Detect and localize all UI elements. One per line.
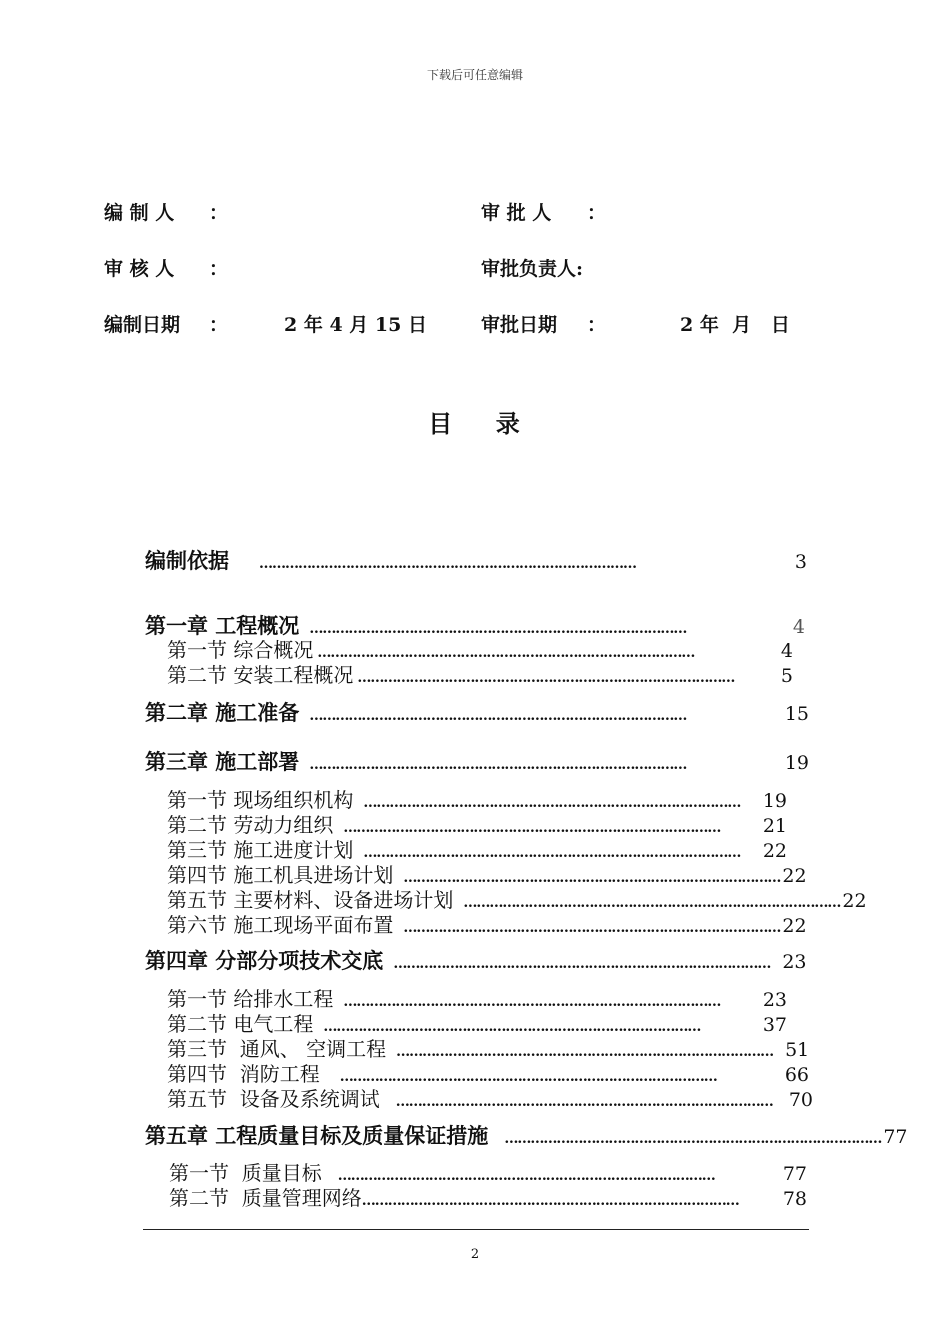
toc-entry-label: 第五节 设备及系统调试 — [167, 1087, 380, 1111]
toc-leader-dots: …………………………………………………………………………… — [395, 1094, 773, 1110]
toc-leader-dots: …………………………………………………………………………… — [343, 994, 721, 1010]
toc-entry-label: 第一节 质量目标 — [169, 1161, 322, 1185]
toc-leader-dots: …………………………………………………………………………… — [317, 645, 695, 661]
toc-entry-label: 第四节 施工机具进场计划 — [167, 863, 394, 887]
toc-entry-page: 22 — [782, 915, 807, 937]
toc-leader-dots: …………………………………………………………………………… — [403, 920, 781, 936]
toc-entry-page: 22 — [782, 865, 807, 887]
toc-entry-label: 第二节 安装工程概况 — [167, 663, 354, 687]
toc-entry-label: 第二节 质量管理网络 — [169, 1186, 362, 1210]
toc-entry-label: 第三节 施工进度计划 — [167, 838, 354, 862]
toc-entry-label: 第二节 电气工程 — [167, 1012, 314, 1036]
toc-entry-label: 第四章 分部分项技术交底 — [145, 948, 384, 973]
toc-entry-label: 第五章 工程质量目标及质量保证措施 — [145, 1123, 489, 1148]
toc-entry[interactable] — [167, 909, 807, 938]
toc-entry-page: 4 — [780, 640, 793, 662]
toc-entry-page: 37 — [762, 1014, 787, 1036]
toc-leader-dots: …………………………………………………………………………… — [363, 845, 741, 861]
compiler-label: 编 制 人 — [104, 202, 175, 224]
toc-entry[interactable] — [145, 697, 809, 727]
toc-leader-dots: …………………………………………………………………………… — [403, 870, 781, 886]
toc-entry[interactable] — [145, 545, 807, 575]
toc-leader-dots: …………………………………………………………………………… — [339, 1069, 717, 1085]
toc-entry-page: 4 — [792, 616, 805, 638]
toc-leader-dots: …………………………………………………………………………… — [309, 757, 687, 773]
toc-leader-dots: …………………………………………………………………………… — [337, 1168, 715, 1184]
footer-divider — [143, 1229, 809, 1230]
compile-date-label: 编制日期 — [104, 314, 181, 336]
toc-entry-label: 编制依据 — [145, 548, 229, 573]
toc-entry[interactable] — [167, 659, 793, 688]
toc-entry-label: 第一节 综合概况 — [167, 638, 314, 662]
approve-date-value: 2 年 月 日 — [680, 314, 790, 336]
toc-entry-page: 77 — [782, 1163, 807, 1185]
toc-leader-dots: …………………………………………………………………………… — [393, 956, 771, 972]
toc-entry-page: 70 — [788, 1089, 813, 1111]
compiler-colon: ： — [209, 202, 229, 224]
toc-entry-label: 第二章 施工准备 — [145, 700, 300, 725]
toc-entry-label: 第四节 消防工程 — [167, 1062, 320, 1086]
toc-entry-label: 第二节 劳动力组织 — [167, 813, 334, 837]
toc-entry-label: 第三节 通风、 空调工程 — [167, 1037, 387, 1061]
toc-entry-page: 5 — [780, 665, 793, 687]
toc-entry-label: 第一节 现场组织机构 — [167, 788, 354, 812]
toc-entry-label: 第三章 施工部署 — [145, 749, 300, 774]
toc-leader-dots: …………………………………………………………………………… — [259, 556, 636, 572]
toc-title: 目 录 — [428, 409, 522, 438]
toc-leader-dots: …………………………………………………………………………… — [357, 670, 735, 686]
toc-leader-dots: …………………………………………………………………………… — [343, 820, 721, 836]
page-number: 2 — [470, 1247, 480, 1262]
toc-leader-dots: …………………………………………………………………………… — [361, 1193, 739, 1209]
toc-entry[interactable] — [145, 945, 807, 975]
compile-date-colon: ： — [209, 314, 229, 336]
toc-entry-page: 15 — [784, 703, 809, 725]
compile-date-value: 2 年 4 月 15 日 — [284, 314, 427, 336]
toc-leader-dots: …………………………………………………………………………… — [396, 1044, 774, 1060]
toc-entry-page: 23 — [782, 951, 807, 973]
reviewer-colon: ： — [209, 258, 229, 280]
approve-date-label: 审批日期 — [481, 314, 558, 336]
toc-entry-label: 第五节 主要材料、设备进场计划 — [167, 888, 454, 912]
toc-leader-dots: …………………………………………………………………………… — [323, 1019, 701, 1035]
approver-label: 审 批 人 — [481, 202, 552, 224]
toc-entry-label: 第一节 给排水工程 — [167, 987, 334, 1011]
toc-entry-page: 78 — [782, 1188, 807, 1210]
approve-date-colon: ： — [587, 314, 607, 336]
toc-leader-dots: …………………………………………………………………………… — [463, 895, 841, 911]
toc-leader-dots: …………………………………………………………………………… — [309, 708, 687, 724]
toc-entry[interactable] — [145, 1120, 908, 1150]
approver-colon: ： — [587, 202, 607, 224]
toc-entry-page: 77 — [883, 1126, 908, 1148]
toc-entry-page: 3 — [794, 551, 807, 573]
toc-entry[interactable] — [169, 1182, 807, 1211]
toc-leader-dots: …………………………………………………………………………… — [309, 621, 687, 637]
toc-entry-page: 19 — [762, 790, 787, 812]
header-note: 下载后可任意编辑 — [426, 68, 523, 82]
toc-entry-page: 21 — [762, 815, 787, 837]
toc-entry-page: 23 — [762, 989, 787, 1011]
approval-owner-label: 审批负责人: — [481, 258, 584, 280]
toc-entry[interactable] — [167, 1083, 813, 1112]
reviewer-label: 审 核 人 — [104, 258, 175, 280]
toc-leader-dots: …………………………………………………………………………… — [363, 795, 741, 811]
toc-leader-dots: …………………………………………………………………………… — [504, 1131, 882, 1147]
toc-entry-page: 22 — [842, 890, 867, 912]
toc-entry-page: 19 — [784, 752, 809, 774]
toc-entry-page: 22 — [762, 840, 787, 862]
toc-entry-page: 51 — [785, 1039, 810, 1061]
toc-entry-page: 66 — [784, 1064, 809, 1086]
toc-entry-label: 第一章 工程概况 — [145, 613, 300, 638]
toc-entry[interactable] — [145, 746, 809, 776]
toc-entry-label: 第六节 施工现场平面布置 — [167, 913, 394, 937]
